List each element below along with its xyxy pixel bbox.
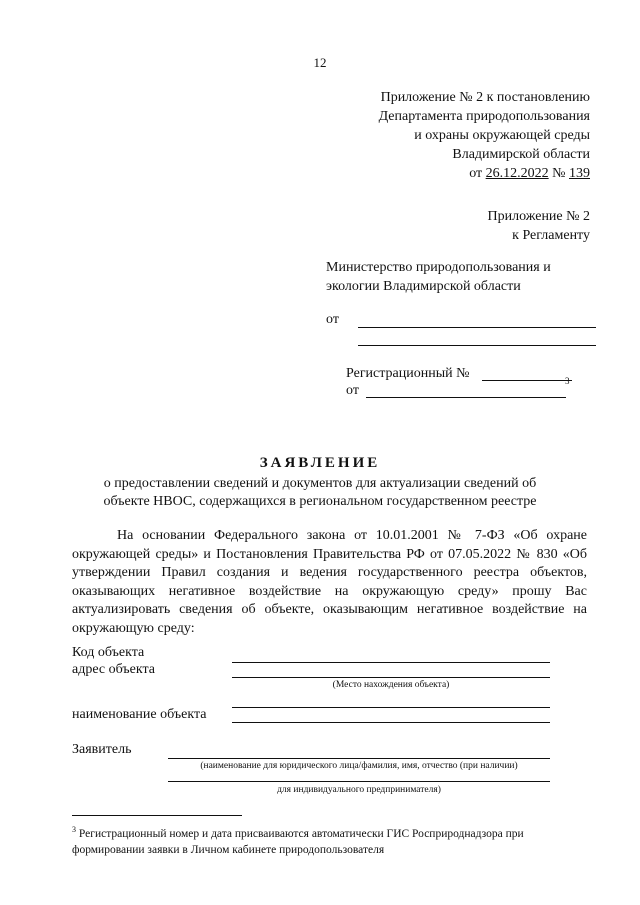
regulation-line-1: Приложение № 2: [487, 209, 590, 224]
page-number: 12: [313, 55, 327, 70]
registration-date-label: от: [346, 383, 359, 398]
object-name-label: наименование объекта: [72, 707, 207, 722]
appendix-number: 139: [569, 166, 590, 181]
appendix-line-4: Владимирской области: [452, 147, 590, 162]
object-code-field[interactable]: [232, 662, 550, 663]
object-address-field[interactable]: [232, 677, 550, 678]
registration-date-field[interactable]: [366, 397, 566, 398]
subtitle-line-1: о предоставлении сведений и документов для актуализации сведений об: [103, 476, 537, 491]
subtitle-line-2: объекте НВОС, содержащихся в региональном государственном реестре: [103, 494, 537, 509]
document-title: ЗАЯВЛЕНИЕ: [259, 455, 381, 471]
footnote-text: Регистрационный номер и дата присваиваются автоматически ГИС Росприроднадзора при формировании заявки в Личном кабинете природопользователя: [72, 827, 524, 856]
document-subtitle: [70, 475, 570, 511]
location-caption: (Место нахождения объекта): [332, 680, 450, 690]
from-field-line-1[interactable]: [358, 327, 596, 328]
appendix-line-2: Департамента природопользования: [378, 109, 590, 124]
appendix-line-3: и охраны окружающей среды: [414, 128, 590, 143]
regulation-appendix: [488, 207, 591, 245]
applicant-label: Заявитель: [72, 742, 132, 757]
ministry-line-2: экологии Владимирской области: [326, 279, 521, 294]
applicant-caption-1: (наименование для юридического лица/фамилия, имя, отчество (при наличии): [200, 761, 518, 771]
registration-footnote-mark: 3: [565, 376, 570, 386]
object-name-field-1[interactable]: [232, 707, 550, 708]
appendix-number-prefix: №: [548, 166, 569, 181]
footnote-separator: [72, 815, 242, 816]
ministry-addressee: [326, 258, 551, 296]
from-label: от: [326, 312, 339, 327]
appendix-date-prefix: от: [469, 166, 486, 181]
applicant-field-1[interactable]: [168, 758, 550, 759]
object-code-label: Код объекта: [72, 645, 145, 660]
applicant-caption-2: для индивидуального предпринимателя): [277, 785, 441, 795]
regulation-line-2: к Регламенту: [512, 228, 590, 243]
registration-number-field[interactable]: [482, 380, 572, 381]
from-field-line-2[interactable]: [358, 345, 596, 346]
ministry-line-1: Министерство природопользования и: [326, 260, 551, 275]
appendix-header: [379, 88, 590, 183]
registration-number-label: Регистрационный №: [346, 366, 470, 381]
object-address-label: адрес объекта: [72, 662, 155, 677]
appendix-line-1: Приложение № 2 к постановлению: [380, 90, 590, 105]
footnote-mark: 3: [72, 825, 76, 834]
object-name-field-2[interactable]: [232, 722, 550, 723]
appendix-date: 26.12.2022: [485, 166, 549, 181]
applicant-field-2[interactable]: [168, 781, 550, 782]
footnote: [72, 822, 587, 858]
appendix-date-line: [379, 164, 590, 183]
body-paragraph: На основании Федерального закона от 10.01.2001 № 7-ФЗ «Об охране окружающей среды» и Постановления Правительства РФ от 07.05.2022 № 830 «Об утверждении Правил создания и ведения государственного реестра объектов, оказывающих негативное воздействие на окружающую среду» прошу Вас актуализировать сведения об объекте, оказывающим негативное воздействие на окружающую среду:: [72, 528, 587, 636]
